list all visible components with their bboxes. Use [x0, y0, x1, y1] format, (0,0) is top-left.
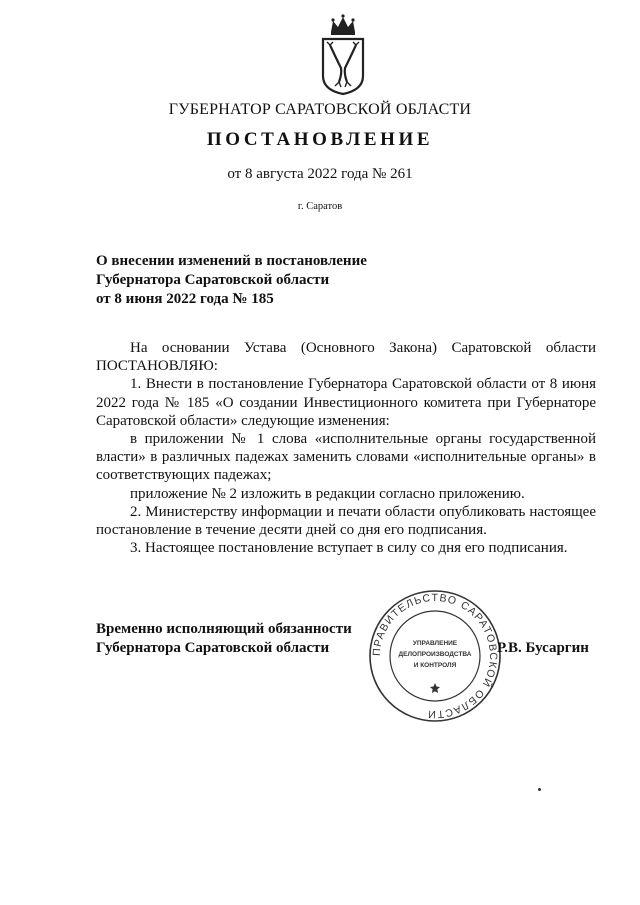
subject-line: от 8 июня 2022 года № 185 [96, 291, 274, 307]
stamp-center-text: УПРАВЛЕНИЕ [412, 640, 458, 647]
document-city: г. Саратов [297, 201, 343, 212]
item-3-paragraph: 3. Настоящее постановление вступает в силу со дня его подписания. [130, 540, 568, 557]
document-body [96, 339, 596, 557]
item-2-paragraph: 2. Министерству информации и печати области опубликовать настоящее постановление в течение десяти дней со дня его подписания. [96, 503, 596, 539]
document-subject [96, 252, 416, 309]
saratov-coat-of-arms-icon [318, 12, 368, 96]
signer-name: Р.В. Бусаргин [497, 640, 589, 656]
scan-speck [538, 788, 541, 791]
stamp-ring-text: ПРАВИТЕЛЬСТВО САРАТОВСКОЙ ОБЛАСТИ [370, 591, 500, 721]
document-type-title: ПОСТАНОВЛЕНИЕ [206, 129, 434, 150]
signer-position-line: Временно исполняющий обязанности [96, 621, 352, 637]
stamp-center-text: ДЕЛОПРОИЗВОДСТВА [398, 651, 472, 658]
document-date-number: от 8 августа 2022 года № 261 [227, 166, 413, 182]
preamble-paragraph: На основании Устава (Основного Закона) Саратовской области ПОСТАНОВЛЯЮ: [96, 340, 596, 375]
issuing-authority: ГУБЕРНАТОР САРАТОВСКОЙ ОБЛАСТИ [168, 101, 472, 118]
item-1-subparagraph: в приложении № 1 слова «исполнительные органы государственной власти» в различных падежах заменить словами «исполнительные органы» в соответствующих падежах; [96, 431, 596, 484]
stamp-star-icon [430, 683, 440, 693]
stamp-center-text: И КОНТРОЛЯ [413, 662, 457, 669]
item-1-subparagraph: приложение № 2 изложить в редакции согласно приложению. [130, 485, 525, 502]
item-1-paragraph: 1. Внести в постановление Губернатора Саратовской области от 8 июня 2022 года № 185 «О создании Инвестиционного комитета при Губернаторе Саратовской области» следующие изменения: [96, 376, 596, 429]
official-stamp [366, 589, 504, 723]
subject-line: О внесении изменений в постановление [96, 253, 367, 269]
signer-position [96, 620, 366, 658]
subject-line: Губернатора Саратовской области [96, 272, 330, 288]
signer-position-line: Губернатора Саратовской области [96, 640, 330, 656]
